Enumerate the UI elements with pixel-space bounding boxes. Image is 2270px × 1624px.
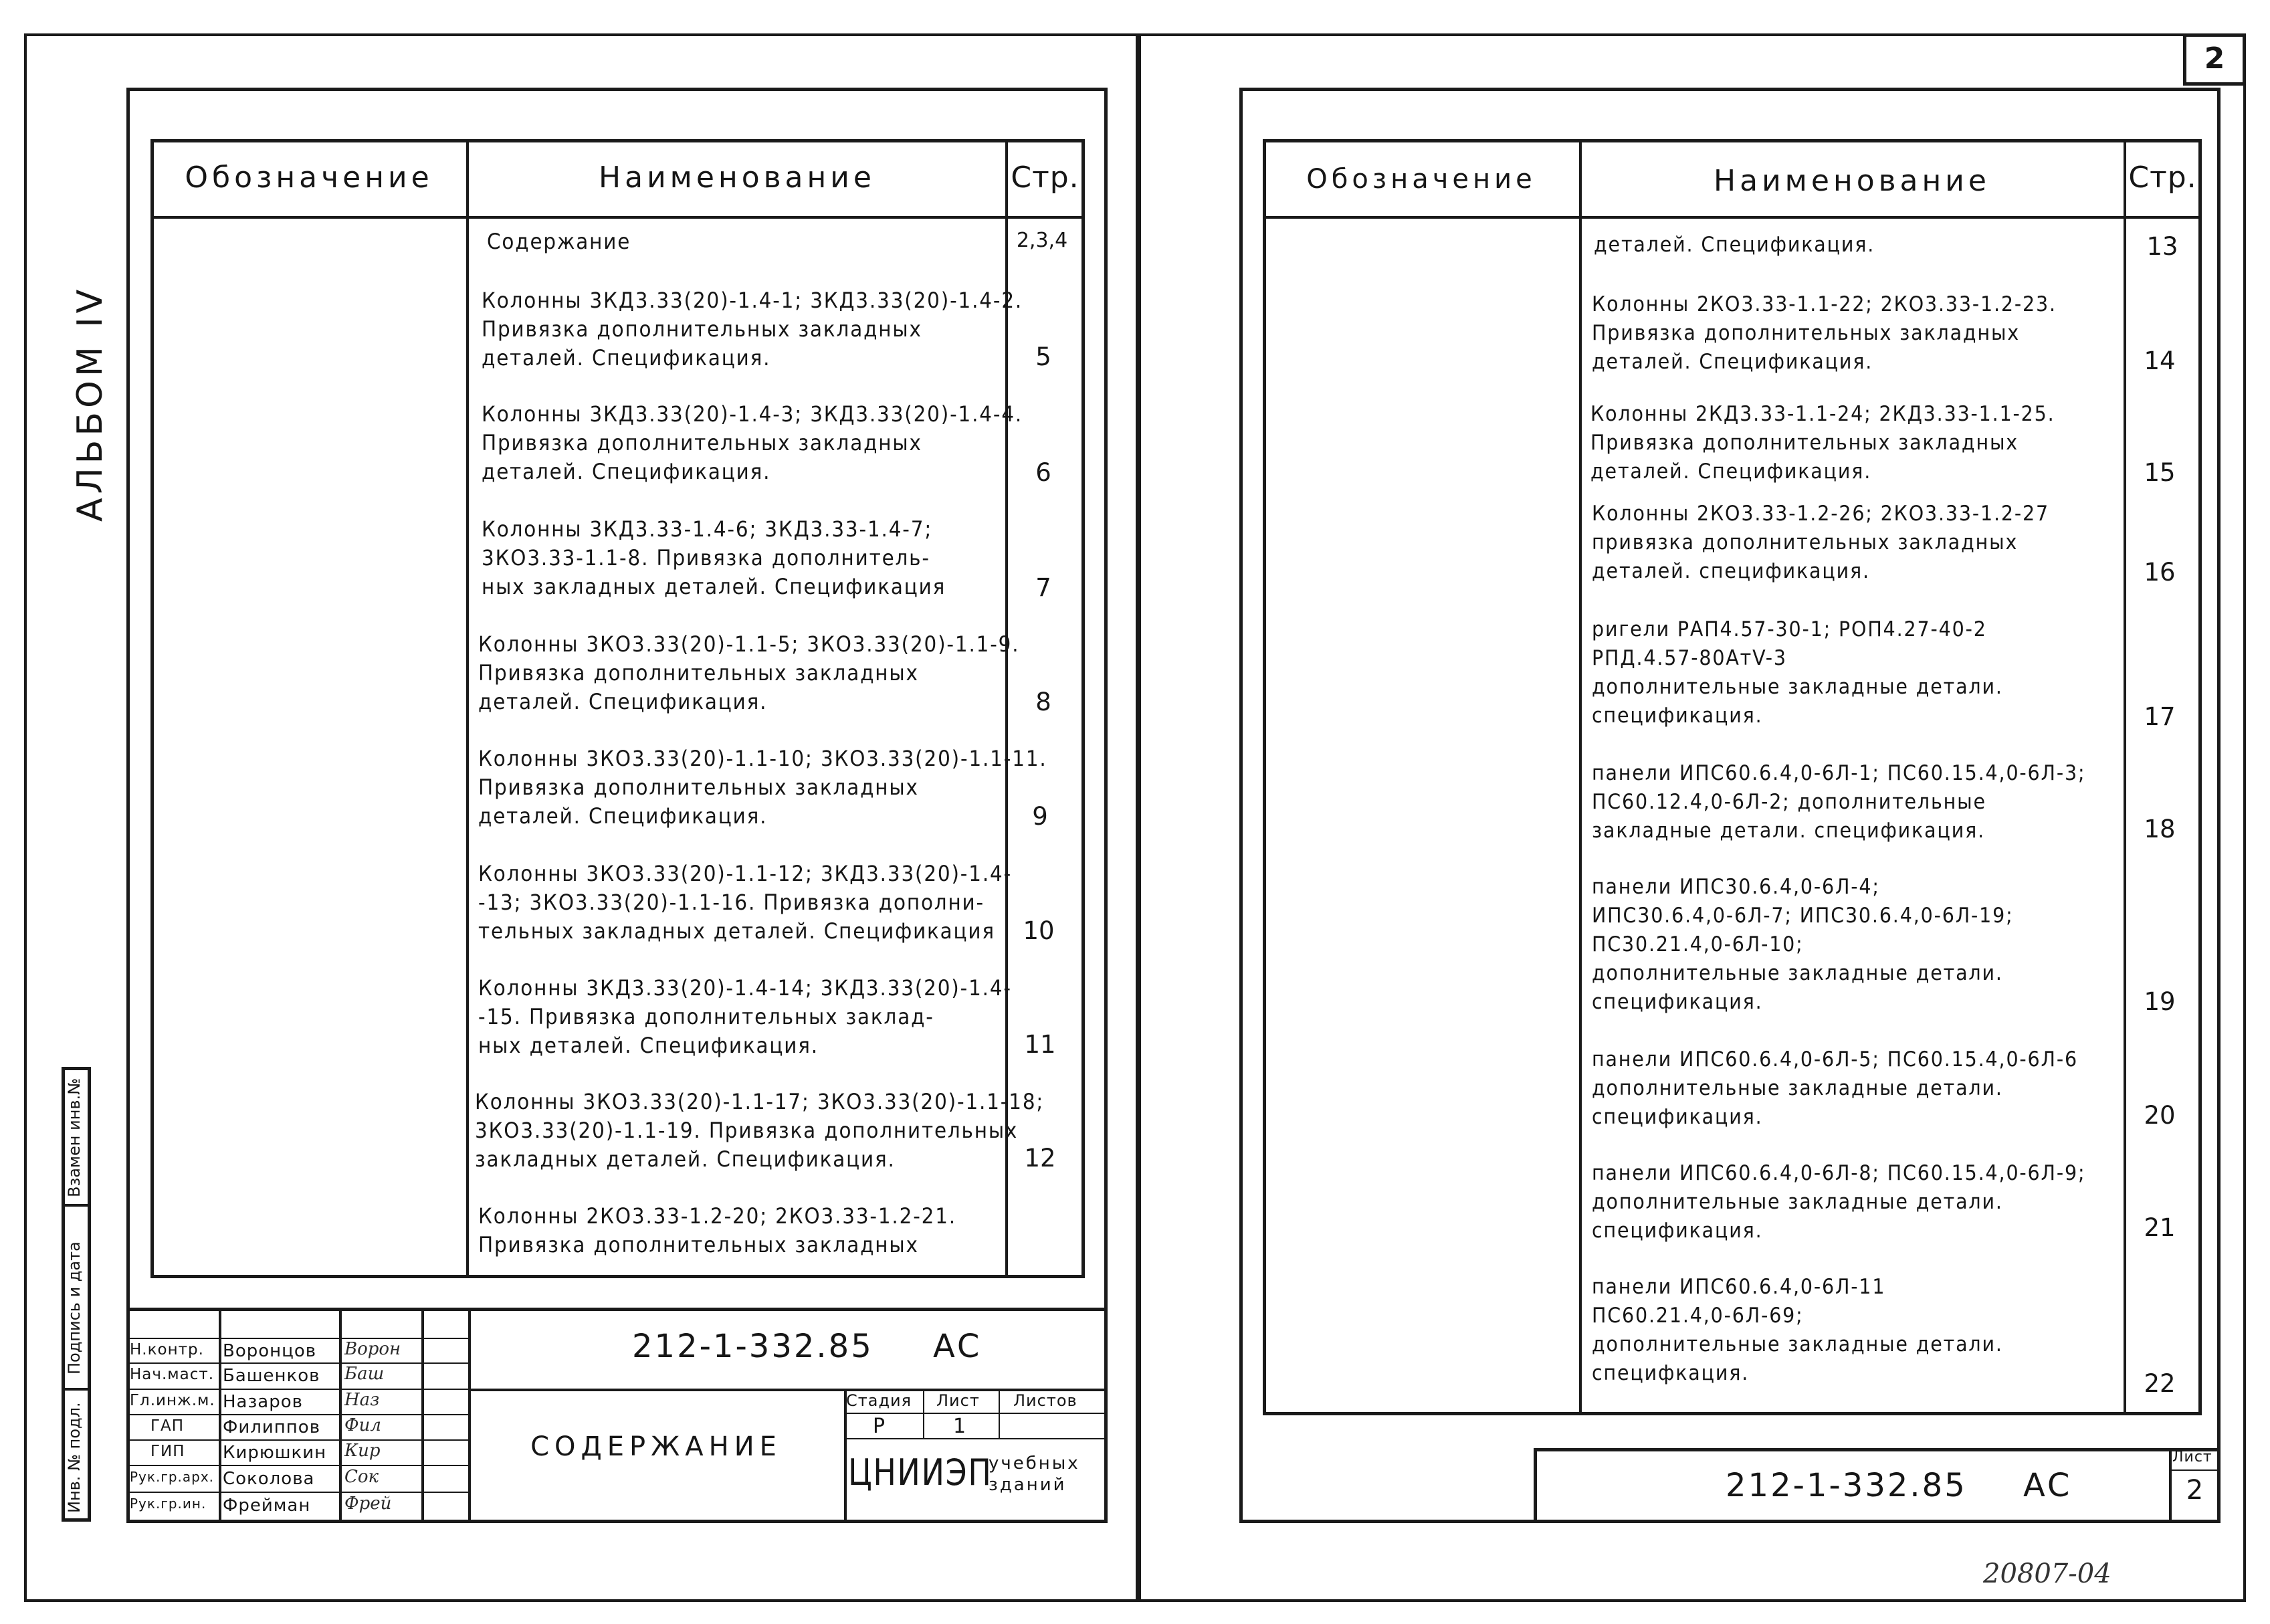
side-strip-div-1	[62, 1204, 91, 1207]
tb-row-5	[126, 1439, 468, 1441]
right-sheet-value: 2	[2186, 1475, 2204, 1506]
left-header-divider	[150, 216, 1085, 219]
left-col-divider-1	[466, 139, 469, 1278]
right-entry-page: 20	[2144, 1101, 2176, 1130]
staff-role: Н.контр.	[130, 1341, 204, 1358]
right-project-mark: АС	[2023, 1467, 2072, 1504]
left-header-name: Наименование	[599, 161, 875, 195]
left-entry: Колонны 3КД3.33(20)-1.4-14; 3КД3.33(20)-1.4- -15. Привязка дополнительных заклад- ных деталей. Спецификация.	[478, 975, 1012, 1058]
right-header-designation: Обозначение	[1306, 164, 1536, 195]
left-entry: Колонны 3КО3.33(20)-1.1-10; 3КО3.33(20)-1.1-11. Привязка дополнительных закладных деталей. Спецификация.	[478, 746, 1047, 829]
right-project-code: 212-1-332.85	[1726, 1467, 1967, 1504]
staff-name: Воронцов	[223, 1341, 317, 1361]
staff-signature: Сок	[344, 1467, 379, 1487]
left-entry-page: 5	[1035, 342, 1051, 371]
right-entry: панели ИПС30.6.4,0-6Л-4; ИПС30.6.4,0-6Л-7; ИПС30.6.4,0-6Л-19; ПС30.21.4,0-6Л-10; дополнительные закладные детали. спецификация.	[1592, 875, 2014, 1014]
left-entry-page: 2,3,4	[1016, 229, 1068, 252]
right-tb-sheet-head	[2169, 1469, 2221, 1471]
tb-row-6	[126, 1465, 468, 1466]
stage-label: Стадия	[846, 1391, 912, 1410]
tb-stage-div1	[923, 1389, 924, 1438]
staff-signature: Кир	[344, 1441, 381, 1461]
left-entry-page: 9	[1032, 802, 1048, 831]
right-entry: Колонны 2КО3.33-1.2-26; 2КО3.33-1.2-27 привязка дополнительных закладных деталей. спецификация.	[1592, 502, 2049, 583]
sheet-value: 1	[953, 1415, 967, 1438]
sheets-label: Листов	[1013, 1391, 1077, 1410]
staff-signature: Баш	[344, 1364, 385, 1384]
tb-code-divider	[468, 1389, 1108, 1391]
right-entry: деталей. Спецификация.	[1594, 233, 1875, 257]
staff-name: Кирюшкин	[223, 1443, 327, 1463]
side-label-replace: Взамен инв.№	[65, 1078, 84, 1197]
right-entry: Колонны 2КО3.33-1.1-22; 2КО3.33-1.2-23. Привязка дополнительных закладных деталей. Спецификация.	[1592, 292, 2057, 374]
right-entry-page: 19	[2144, 987, 2176, 1016]
tb-row-4	[126, 1414, 468, 1415]
right-header-name: Наименование	[1714, 164, 1990, 198]
right-entry-page: 16	[2144, 558, 2176, 587]
right-entry-page: 14	[2144, 346, 2176, 375]
staff-signature: Наз	[344, 1390, 380, 1410]
tb-stage-div2	[999, 1389, 1000, 1438]
left-project-code: 212-1-332.85	[632, 1328, 873, 1365]
tb-stage-head	[844, 1413, 1108, 1414]
page-number: 2	[2204, 41, 2225, 76]
right-entry: Колонны 2КД3.33-1.1-24; 2КД3.33-1.1-25. Привязка дополнительных закладных деталей. Спецификация.	[1590, 402, 2055, 484]
right-entry: панели ИПС60.6.4,0-6Л-8; ПС60.15.4,0-6Л-9; дополнительные закладные детали. спецификация.	[1592, 1161, 2086, 1243]
album-label: АЛЬБОМ IV	[70, 285, 110, 522]
right-entry: панели ИПС60.6.4,0-6Л-1; ПС60.15.4,0-6Л-3; ПС60.12.4,0-6Л-2; дополнительные закладные детали. спецификация.	[1592, 761, 2086, 843]
side-label-sign-date: Подпись и дата	[65, 1241, 84, 1375]
archive-number: 20807-04	[1983, 1558, 2111, 1589]
staff-signature: Ворон	[344, 1339, 401, 1359]
staff-name: Филиппов	[223, 1417, 321, 1437]
sheet-label: Лист	[936, 1391, 980, 1410]
staff-role: ГИП	[150, 1443, 185, 1460]
right-entry-page: 22	[2144, 1369, 2176, 1398]
staff-role: Гл.инж.м.	[130, 1392, 215, 1409]
left-header-designation: Обозначение	[185, 161, 433, 195]
right-col-divider-1	[1579, 139, 1582, 1415]
tb-div-dates	[468, 1308, 471, 1523]
staff-name: Башенков	[223, 1366, 320, 1386]
left-entry-page: 11	[1024, 1030, 1056, 1059]
staff-role: Рук.гр.арх.	[130, 1469, 215, 1485]
left-entry-page: 12	[1024, 1144, 1056, 1173]
staff-signature: Фрей	[344, 1494, 392, 1514]
left-header-page: Стр.	[1011, 161, 1079, 195]
staff-role: Рук.гр.ин.	[130, 1496, 207, 1512]
left-entry: Колонны 3КД3.33(20)-1.4-1; 3КД3.33(20)-1.4-2. Привязка дополнительных закладных деталей. Спецификация.	[482, 288, 1023, 371]
stage-value: Р	[873, 1415, 886, 1438]
right-header-divider	[1263, 216, 2202, 219]
side-label-inv: Инв. № подл.	[65, 1402, 84, 1513]
staff-name: Соколова	[223, 1469, 315, 1489]
tb-div-names	[339, 1308, 342, 1523]
right-entry: ригели РАП4.57-30-1; РОП4.27-40-2 РПД.4.57-80АтV-3 дополнительные закладные детали. спецификация.	[1592, 617, 2003, 728]
tb-stage-values	[844, 1438, 1108, 1439]
org-subtitle: учебных зданий	[989, 1453, 1080, 1495]
right-entry: панели ИПС60.6.4,0-6Л-5; ПС60.15.4,0-6Л-6 дополнительные закладные детали. спецификация.	[1592, 1047, 2078, 1129]
left-entry: Колонны 3КО3.33(20)-1.1-5; 3КО3.33(20)-1.1-9. Привязка дополнительных закладных деталей. Спецификация.	[478, 631, 1020, 714]
left-entry-page: 6	[1035, 458, 1051, 487]
side-strip-div-2	[62, 1388, 91, 1391]
right-entry-page: 21	[2144, 1213, 2176, 1242]
tb-row-3	[126, 1389, 468, 1390]
left-entry: Содержание	[487, 229, 631, 254]
left-entry: Колонны 2КО3.33-1.2-20; 2КО3.33-1.2-21. Привязка дополнительных закладных	[478, 1203, 956, 1257]
left-entry: Колонны 3КО3.33(20)-1.1-17; 3КО3.33(20)-1.1-18; 3КО3.33(20)-1.1-19. Привязка дополнительных закладных деталей. Спецификация.	[475, 1089, 1045, 1172]
right-entry-page: 13	[2146, 232, 2178, 261]
left-sheet-title: СОДЕРЖАНИЕ	[530, 1431, 782, 1462]
staff-role: Нач.маст.	[130, 1366, 215, 1383]
left-entry: Колонны 3КО3.33(20)-1.1-12; 3КД3.33(20)-1.4- -13; 3КО3.33(20)-1.1-16. Привязка дополни- тельных закладных деталей. Спецификация	[478, 861, 1013, 944]
left-entry-page: 8	[1035, 688, 1051, 716]
staff-signature: Фил	[344, 1415, 381, 1435]
org-logo: ЦНИИЭП	[848, 1451, 993, 1494]
left-project-mark: АС	[933, 1328, 982, 1365]
right-header-page: Стр.	[2128, 161, 2197, 195]
staff-name: Фрейман	[223, 1496, 311, 1516]
right-entry-page: 15	[2144, 458, 2176, 487]
tb-row-2	[126, 1362, 468, 1364]
left-entry: Колонны 3КД3.33-1.4-6; 3КД3.33-1.4-7; 3КО3.33-1.1-8. Привязка дополнитель- ных закладных деталей. Спецификация	[482, 516, 946, 599]
left-entry-page: 7	[1035, 573, 1051, 602]
tb-row-7	[126, 1492, 468, 1493]
right-entry-page: 17	[2144, 702, 2176, 731]
tb-div-sigs	[421, 1308, 424, 1523]
tb-div-roles	[219, 1308, 221, 1523]
right-sheet-label: Лист	[2172, 1449, 2212, 1465]
staff-name: Назаров	[223, 1392, 303, 1412]
staff-role: ГАП	[150, 1417, 185, 1435]
left-entry-page: 10	[1023, 916, 1055, 945]
tb-row-1	[126, 1338, 468, 1339]
right-entry: панели ИПС60.6.4,0-6Л-11 ПС60.21.4,0-6Л-69; дополнительные закладные детали. специфкация.	[1592, 1275, 2003, 1385]
right-entry-page: 18	[2144, 815, 2176, 843]
left-entry: Колонны 3КД3.33(20)-1.4-3; 3КД3.33(20)-1.4-4. Привязка дополнительных закладных деталей. Спецификация.	[482, 401, 1023, 484]
